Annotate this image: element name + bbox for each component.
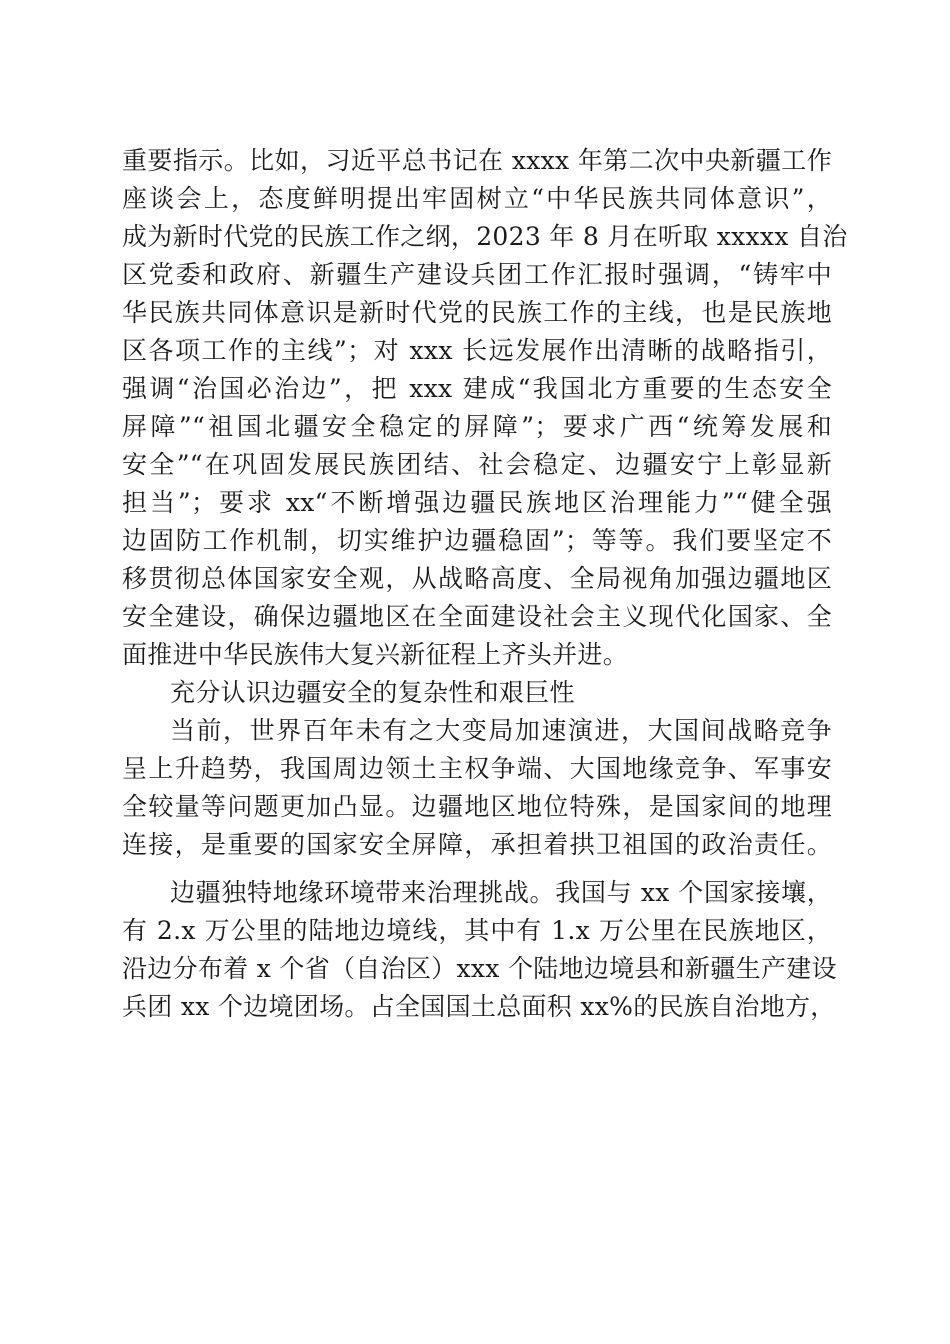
text-line: 兵团 xx 个边境团场。占全国国土总面积 xx%的民族自治地方， bbox=[122, 992, 836, 1021]
text-line: 重要指示。比如，习近平总书记在 xxxx 年第二次中央新疆工作 bbox=[122, 146, 832, 175]
text-line: 成为新时代党的民族工作之纲，2023 年 8 月在听取 xxxxx 自治 bbox=[122, 222, 848, 251]
text-line: 全较量等问题更加凸显。边疆地区地位特殊，是国家间的地理 bbox=[122, 792, 832, 821]
text-line: 强调“治国必治边”，把 xxx 建成“我国北方重要的生态安全 bbox=[122, 374, 832, 403]
text-line: 面推进中华民族伟大复兴新征程上齐头并进。 bbox=[122, 640, 629, 669]
section-heading: 充分认识边疆安全的复杂性和艰巨性 bbox=[170, 678, 575, 707]
text-line: 边疆独特地缘环境带来治理挑战。我国与 xx 个国家接壤， bbox=[170, 878, 832, 907]
text-line: 座谈会上，态度鲜明提出牢固树立“中华民族共同体意识”， bbox=[122, 184, 832, 213]
text-line: 边固防工作机制，切实维护边疆稳固”；等等。我们要坚定不 bbox=[122, 526, 832, 555]
text-line: 区各项工作的主线”；对 xxx 长远发展作出清晰的战略指引， bbox=[122, 336, 832, 365]
text-line: 移贯彻总体国家安全观，从战略高度、全局视角加强边疆地区 bbox=[122, 564, 832, 593]
text-line: 安全”“在巩固发展民族团结、社会稳定、边疆安宁上彰显新 bbox=[122, 450, 832, 479]
text-line: 区党委和政府、新疆生产建设兵团工作汇报时强调，“铸牢中 bbox=[122, 260, 832, 289]
document-body bbox=[122, 142, 848, 1026]
paragraph bbox=[122, 142, 848, 674]
paragraph bbox=[122, 712, 832, 864]
paragraph bbox=[122, 874, 837, 1026]
text-line: 华民族共同体意识是新时代党的民族工作的主线，也是民族地 bbox=[122, 298, 832, 327]
text-line: 有 2.x 万公里的陆地边境线，其中有 1.x 万公里在民族地区， bbox=[122, 916, 832, 945]
text-line: 担当”；要求 xx“不断增强边疆民族地区治理能力”“健全强 bbox=[122, 488, 832, 517]
text-line: 沿边分布着 x 个省（自治区）xxx 个陆地边境县和新疆生产建设 bbox=[122, 954, 837, 983]
text-line: 屏障”“祖国北疆安全稳定的屏障”；要求广西“统筹发展和 bbox=[122, 412, 832, 441]
text-line: 当前，世界百年未有之大变局加速演进，大国间战略竞争 bbox=[170, 716, 832, 745]
text-line: 呈上升趋势，我国周边领土主权争端、大国地缘竞争、军事安 bbox=[122, 754, 832, 783]
text-line: 连接，是重要的国家安全屏障，承担着拱卫祖国的政治责任。 bbox=[122, 830, 832, 859]
text-line: 安全建设，确保边疆地区在全面建设社会主义现代化国家、全 bbox=[122, 602, 832, 631]
